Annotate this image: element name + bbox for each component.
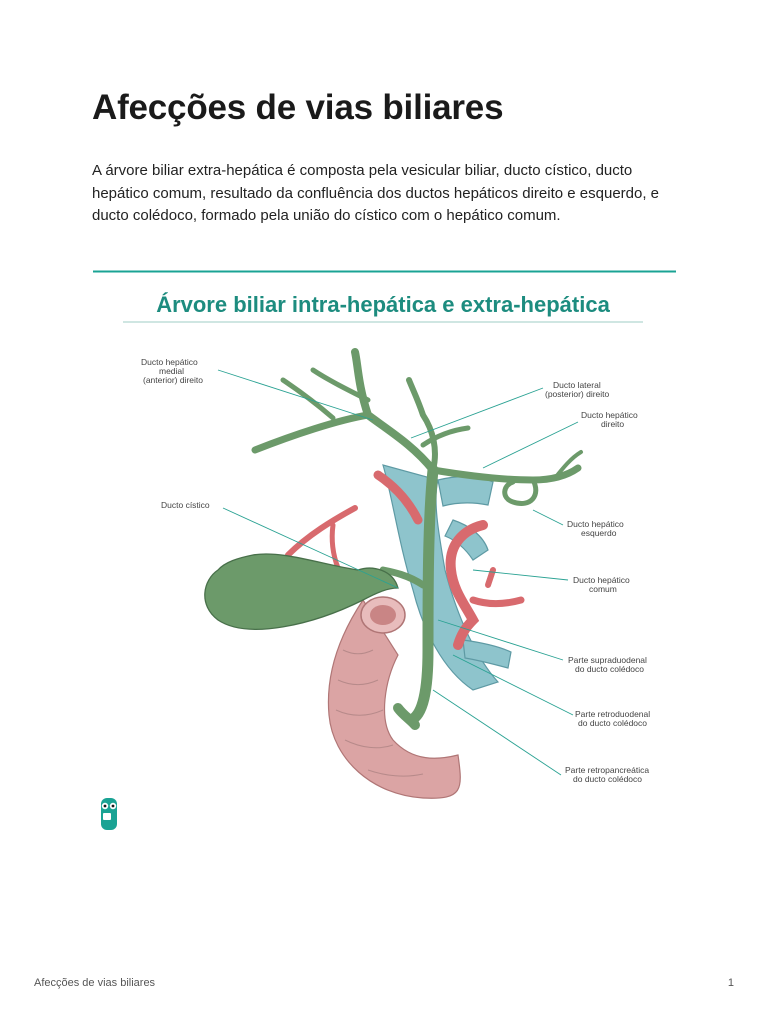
label-supra-2: do ducto colédoco [575, 664, 644, 674]
anatomy-figure [93, 270, 676, 840]
label-hep-esq-1: Ducto hepático [567, 519, 624, 529]
biliary-tree-illustration [93, 270, 676, 840]
label-hep-com-1: Ducto hepático [573, 575, 630, 585]
label-retropanc-2: do ducto colédoco [573, 774, 642, 784]
label-hep-dir-1: Ducto hepático [581, 410, 638, 420]
label-retro-1: Parte retroduodenal [575, 709, 651, 719]
label-hep-com-2: comum [589, 584, 617, 594]
footer-document-title: Afecções de vias biliares [34, 977, 156, 989]
label-medial-3: (anterior) direito [143, 375, 203, 385]
label-medial-1: Ducto hepático [141, 357, 198, 367]
label-retro-2: do ducto colédoco [578, 718, 647, 728]
page-title: Afecções de vias biliares [92, 88, 504, 127]
label-medial-2: medial [159, 366, 185, 376]
footer-page-number: 1 [727, 977, 734, 989]
label-lateral-2: (posterior) direito [545, 389, 610, 399]
label-retropanc-1: Parte retropancreática [565, 765, 650, 775]
label-lateral-1: Ducto lateral [553, 380, 601, 390]
intro-paragraph: A árvore biliar extra-hepática é composta pela vesicular biliar, ducto cístico, ducto hepático comum, resultado da confluência dos ductos hepáticos direito e esquerdo, e ducto colédoco, formado pela união do cístico com o hepático comum. [92, 162, 660, 224]
brand-mascot-icon [101, 798, 117, 830]
label-cistico: Ducto cístico [161, 500, 210, 510]
label-hep-esq-2: esquerdo [581, 528, 617, 538]
label-hep-dir-2: direito [601, 419, 625, 429]
figure-heading: Árvore biliar intra-hepática e extra-hepática [156, 292, 610, 317]
label-supra-1: Parte supraduodenal [568, 655, 647, 665]
